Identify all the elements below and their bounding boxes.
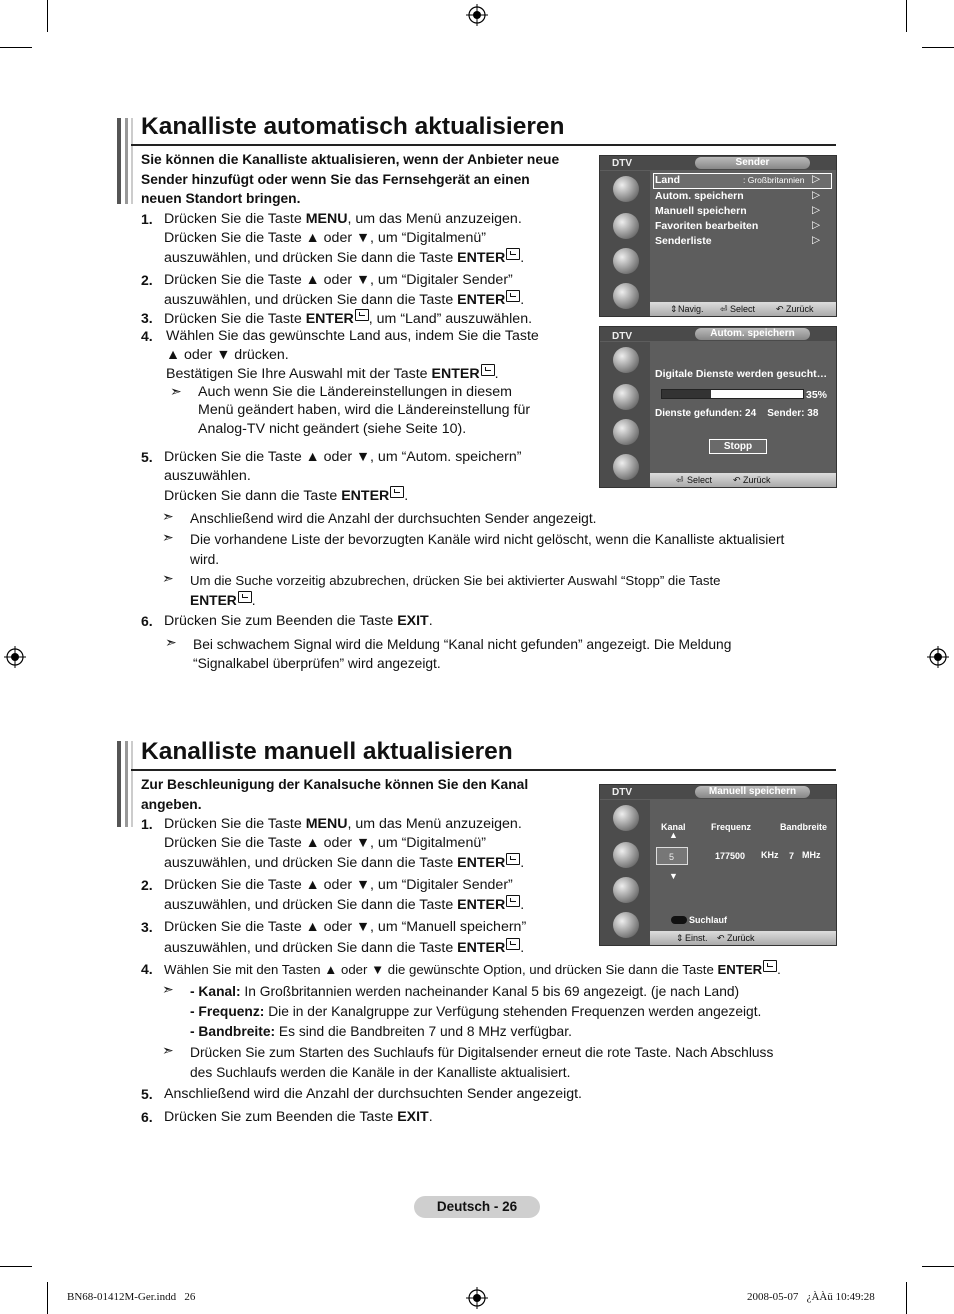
search-status: Digitale Dienste werden gesucht… xyxy=(655,368,828,380)
note-arrow-icon: ➣ xyxy=(162,508,174,524)
menu-item-label: Land xyxy=(655,174,681,186)
enter-icon xyxy=(390,486,404,498)
step-text: Drücken Sie zum Beenden die Taste EXIT. xyxy=(164,613,433,629)
note-text: Bei schwachem Signal wird die Meldung “Kanal nicht gefunden” angezeigt. Die Meldung xyxy=(193,637,732,652)
crop-mark xyxy=(922,1266,954,1267)
crop-mark xyxy=(922,47,954,48)
return-icon: ↶ xyxy=(776,304,784,314)
step-number: 5. xyxy=(141,449,153,465)
return-icon: ↶ xyxy=(733,475,741,485)
enter-icon xyxy=(355,309,369,321)
step-text: ▲ oder ▼ drücken. xyxy=(166,347,289,363)
note-text: “Signalkabel überprüfen” wird angezeigt. xyxy=(193,656,441,671)
note-text: ENTER . xyxy=(190,593,256,608)
step-text: Drücken Sie die Taste ▲ oder ▼, um “Manuell speichern” xyxy=(164,919,527,935)
help-back: Zurück xyxy=(743,475,771,485)
dtv-label: DTV xyxy=(612,158,632,169)
channel-field[interactable]: 5 xyxy=(656,847,688,865)
footer-timestamp: 2008-05-07 ¿ÀÀü 10:49:28 xyxy=(747,1291,875,1303)
note-arrow-icon: ➣ xyxy=(165,634,177,650)
step-text: auszuwählen, und drücken Sie dann die Taste ENTER . xyxy=(164,897,525,913)
step-text: auszuwählen. xyxy=(164,468,251,484)
sound-icon xyxy=(613,213,639,239)
section-bar xyxy=(131,118,133,204)
updown-icon: ⇕ xyxy=(676,933,684,943)
step-number: 1. xyxy=(141,816,153,832)
updown-icon: ⇕ xyxy=(670,304,678,314)
khz-unit: KHz xyxy=(761,850,779,860)
progress-label: 35% xyxy=(806,389,828,401)
enter-icon xyxy=(238,591,252,603)
section-bar xyxy=(117,118,121,204)
note-arrow-icon: ➣ xyxy=(162,529,174,545)
input-icon xyxy=(613,912,639,938)
crop-mark xyxy=(47,1282,48,1314)
help-navig: Navig. xyxy=(678,304,704,314)
step-text: Bestätigen Sie Ihre Auswahl mit der Taste ENTER . xyxy=(166,366,499,382)
intro-text: neuen Standort bringen. xyxy=(141,191,301,206)
note-arrow-icon: ➣ xyxy=(162,981,174,997)
step-number: 2. xyxy=(141,877,153,893)
crop-mark xyxy=(0,1266,32,1267)
step-number: 4. xyxy=(141,328,153,344)
chevron-right-icon: ▷ xyxy=(812,204,821,216)
step-number: 3. xyxy=(141,310,153,326)
stop-button[interactable]: Stopp xyxy=(709,439,767,454)
help-select: Select xyxy=(730,304,756,314)
menu-item-label[interactable]: Senderliste xyxy=(655,235,712,247)
help-back: Zurück xyxy=(727,933,755,943)
step-number: 3. xyxy=(141,919,153,935)
setup-icon xyxy=(613,877,639,903)
sound-icon xyxy=(613,384,639,410)
enter-icon xyxy=(506,938,520,950)
chevron-right-icon: ▷ xyxy=(812,189,821,201)
enter-icon xyxy=(481,364,495,376)
search-label[interactable]: Suchlauf xyxy=(689,915,728,925)
input-icon xyxy=(613,454,639,480)
intro-text: angeben. xyxy=(141,797,202,812)
step-text: Drücken Sie die Taste ▲ oder ▼, um “Digitalmenü” xyxy=(164,230,486,246)
enter-icon xyxy=(506,853,520,865)
page-number: Deutsch - 26 xyxy=(414,1196,540,1218)
note-text: Anschließend wird die Anzahl der durchsuchten Sender angezeigt. xyxy=(190,511,597,526)
step-text: Drücken Sie dann die Taste ENTER . xyxy=(164,488,409,504)
note-text: Die vorhandene Liste der bevorzugten Kanäle wird nicht gelöscht, wenn die Kanalliste aktualisiert xyxy=(190,532,785,547)
section-bar xyxy=(131,741,133,827)
found-count: Dienste gefunden: 24 Sender: 38 xyxy=(655,408,819,419)
section-title: Kanalliste manuell aktualisieren xyxy=(141,738,513,765)
chevron-right-icon: ▷ xyxy=(812,173,821,185)
input-icon xyxy=(613,283,639,309)
note-text: - Frequenz: Die in der Kanalgruppe zur Verfügung stehenden Frequenzen werden angezeigt. xyxy=(190,1004,762,1019)
red-button-icon xyxy=(671,916,687,924)
step-number: 6. xyxy=(141,1109,153,1125)
enter-icon xyxy=(506,895,520,907)
menu-tab: Autom. speichern xyxy=(695,328,810,340)
menu-tab: Manuell speichern xyxy=(695,786,810,798)
note-text: Um die Suche vorzeitig abzubrechen, drücken Sie bei aktivierter Auswahl “Stopp” die Taste xyxy=(190,573,721,588)
enter-icon xyxy=(506,290,520,302)
crop-mark xyxy=(906,1282,907,1314)
step-text: Drücken Sie die Taste ENTER , um “Land” auszuwählen. xyxy=(164,311,533,327)
step-text: Drücken Sie die Taste MENU, um das Menü anzuzeigen. xyxy=(164,211,522,227)
step-number: 4. xyxy=(141,961,153,977)
step-text: auszuwählen, und drücken Sie dann die Taste ENTER . xyxy=(164,940,525,956)
crop-mark xyxy=(906,0,907,32)
intro-text: Sender hinzufügt oder wenn Sie das Fernsehgerät an einen xyxy=(141,172,530,187)
tv-menu-screen xyxy=(599,155,837,317)
step-number: 2. xyxy=(141,272,153,288)
enter-icon: ⏎ xyxy=(720,304,728,314)
progress-fill xyxy=(662,390,711,398)
section-bar xyxy=(125,741,128,827)
help-back: Zurück xyxy=(786,304,814,314)
section-bar xyxy=(117,741,121,827)
menu-item-label[interactable]: Manuell speichern xyxy=(655,205,747,217)
step-text: auszuwählen, und drücken Sie dann die Taste ENTER . xyxy=(164,292,525,308)
mhz-unit: MHz xyxy=(802,850,821,860)
chevron-right-icon: ▷ xyxy=(812,219,821,231)
step-text: auszuwählen, und drücken Sie dann die Taste ENTER . xyxy=(164,855,525,871)
note-arrow-icon: ➣ xyxy=(170,383,182,399)
crop-mark xyxy=(0,47,32,48)
enter-icon: ⏎ xyxy=(676,475,684,485)
step-number: 5. xyxy=(141,1086,153,1102)
return-icon: ↶ xyxy=(717,933,725,943)
registration-mark-icon xyxy=(927,646,949,668)
satellite-icon xyxy=(613,805,639,831)
enter-icon xyxy=(506,248,520,260)
step-text: Drücken Sie die Taste ▲ oder ▼, um “Digitaler Sender” xyxy=(164,272,513,288)
dtv-label: DTV xyxy=(612,787,632,798)
note-arrow-icon: ➣ xyxy=(162,1042,174,1058)
registration-mark-icon xyxy=(4,646,26,668)
step-text: Wählen Sie das gewünschte Land aus, indem Sie die Taste xyxy=(166,328,539,344)
tv-autostore-screen xyxy=(599,326,837,488)
step-number: 1. xyxy=(141,211,153,227)
crop-mark xyxy=(47,0,48,32)
satellite-icon xyxy=(613,347,639,373)
satellite-icon xyxy=(613,176,639,202)
note-text: wird. xyxy=(190,552,220,567)
column-header: Bandbreite xyxy=(780,822,828,832)
sound-icon xyxy=(613,842,639,868)
step-number: 6. xyxy=(141,613,153,629)
frequency-value: 177500 xyxy=(715,851,746,861)
step-text: Drücken Sie die Taste ▲ oder ▼, um “Digitalmenü” xyxy=(164,835,486,851)
dtv-label: DTV xyxy=(612,331,632,342)
column-header: Kanal xyxy=(661,822,686,832)
tv-help-bar xyxy=(650,931,836,945)
arrow-down-icon: ▼ xyxy=(669,871,678,881)
note-text: - Kanal: In Großbritannien werden nacheinander Kanal 5 bis 69 angezeigt. (je nach Land) xyxy=(190,984,740,999)
section-title: Kanalliste automatisch aktualisieren xyxy=(141,113,565,140)
bandwidth-value: 7 xyxy=(789,851,795,861)
step-text: Wählen Sie mit den Tasten ▲ oder ▼ die gewünschte Option, und drücken Sie dann die Taste ENTER . xyxy=(164,962,781,977)
tv-help-bar xyxy=(650,473,836,487)
step-text: Anschließend wird die Anzahl der durchsuchten Sender angezeigt. xyxy=(164,1086,583,1102)
note-text: Drücken Sie zum Starten des Suchlaufs für Digitalsender erneut die rote Taste. Nach Abschluss xyxy=(190,1045,774,1060)
help-adjust: Einst. xyxy=(685,933,708,943)
enter-icon xyxy=(763,960,777,972)
section-rule xyxy=(131,769,836,771)
menu-item-label[interactable]: Favoriten bearbeiten xyxy=(655,220,759,232)
note-text: - Bandbreite: Es sind die Bandbreiten 7 und 8 MHz verfügbar. xyxy=(190,1024,572,1039)
footer-file-info: BN68-01412M-Ger.indd 26 xyxy=(67,1291,196,1303)
menu-item-value: : Großbritannien xyxy=(743,175,805,185)
intro-text: Sie können die Kanalliste aktualisieren, wenn der Anbieter neue xyxy=(141,152,560,167)
help-select: Select xyxy=(687,475,713,485)
step-text: auszuwählen, und drücken Sie dann die Taste ENTER . xyxy=(164,250,525,266)
registration-mark-icon xyxy=(466,4,488,26)
chevron-right-icon: ▷ xyxy=(812,234,821,246)
section-bar xyxy=(125,118,128,204)
step-text: Drücken Sie die Taste ▲ oder ▼, um “Autom. speichern” xyxy=(164,449,522,465)
note-text: Menü geändert haben, wird die Ländereinstellung für xyxy=(198,402,531,418)
tv-sidebar xyxy=(600,342,650,487)
section-rule xyxy=(131,144,836,146)
tv-manual-store-screen xyxy=(599,784,837,946)
menu-item-label[interactable]: Autom. speichern xyxy=(655,190,744,202)
setup-icon xyxy=(613,248,639,274)
intro-text: Zur Beschleunigung der Kanalsuche können Sie den Kanal xyxy=(141,777,529,792)
tv-help-bar xyxy=(650,302,836,316)
setup-icon xyxy=(613,419,639,445)
note-text: Auch wenn Sie die Ländereinstellungen in diesem xyxy=(198,384,512,400)
step-text: Drücken Sie die Taste ▲ oder ▼, um “Digitaler Sender” xyxy=(164,877,513,893)
menu-tab: Sender xyxy=(695,157,810,169)
note-text: des Suchlaufs werden die Kanäle in der Kanalliste aktualisiert. xyxy=(190,1065,571,1080)
step-text: Drücken Sie die Taste MENU, um das Menü anzuzeigen. xyxy=(164,816,522,832)
tv-sidebar xyxy=(600,800,650,945)
note-text: Analog-TV nicht geändert (siehe Seite 10). xyxy=(198,421,467,437)
progress-bar xyxy=(661,389,804,399)
tv-sidebar xyxy=(600,171,650,316)
step-text: Drücken Sie zum Beenden die Taste EXIT. xyxy=(164,1109,433,1125)
arrow-up-icon: ▲ xyxy=(669,830,678,840)
column-header: Frequenz xyxy=(711,822,752,832)
registration-mark-icon xyxy=(466,1287,488,1309)
note-arrow-icon: ➣ xyxy=(162,570,174,586)
